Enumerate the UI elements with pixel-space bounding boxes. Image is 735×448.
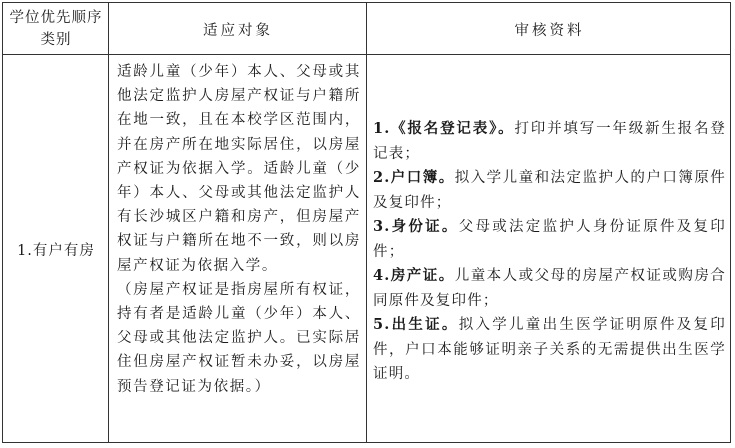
row-target [109, 55, 367, 444]
document-item-title: 2.户口簿。 [373, 169, 455, 186]
document-item [373, 215, 726, 264]
document-item-text: 打印并填写一年级新生报名登记表； [373, 121, 726, 162]
document-item [373, 264, 726, 313]
document-item-title: 3.身份证。 [373, 218, 459, 235]
document-item-title: 5.出生证。 [373, 316, 459, 333]
document-item [373, 117, 726, 166]
document-item-text: 父母或法定监护人身份证原件及复印件； [373, 219, 726, 260]
document-item-text: 儿童本人或父母的房屋产权证或购房合同原件及复印件； [373, 268, 726, 309]
target-note: （房屋产权证是指房屋所有权证，持有者是适龄儿童（少年）本人、父母或其他法定监护人。已实际居住但房屋产权证暂未办妥，以房屋预告登记证为依据。） [117, 281, 361, 395]
document-item-text: 拟入学儿童出生医学证明原件及复印件，户口本能够证明亲子关系的无需提供出生医学证明。 [373, 317, 726, 382]
header-documents: 审核资料 [514, 22, 585, 39]
document-item-title: 4.房产证。 [373, 267, 455, 284]
document-item-text: 拟入学儿童和法定监护人的户口簿原件及复印件； [373, 170, 726, 211]
header-target: 适应对象 [203, 22, 273, 39]
row-documents [367, 55, 732, 444]
document-item-title: 1.《报名登记表》。 [373, 120, 515, 137]
target-paragraph: 适龄儿童（少年）本人、父母或其他法定监护人房屋产权证与户籍所在地一致，且在本校学区范围内，并在房产所在地实际居住，以房屋产权证为依据入学。适龄儿童（少年）本人、父母或其他法定监护人有长沙城区户籍和房产，但房屋产权证与户籍所在地不一致，则以房屋产权证为依据入学。 [117, 64, 361, 274]
row-category: 1.有户有房 [17, 243, 95, 259]
document-item [373, 313, 726, 387]
admission-table [2, 2, 731, 443]
header-category: 学位优先顺序类别 [9, 10, 103, 48]
document-item [373, 166, 726, 215]
